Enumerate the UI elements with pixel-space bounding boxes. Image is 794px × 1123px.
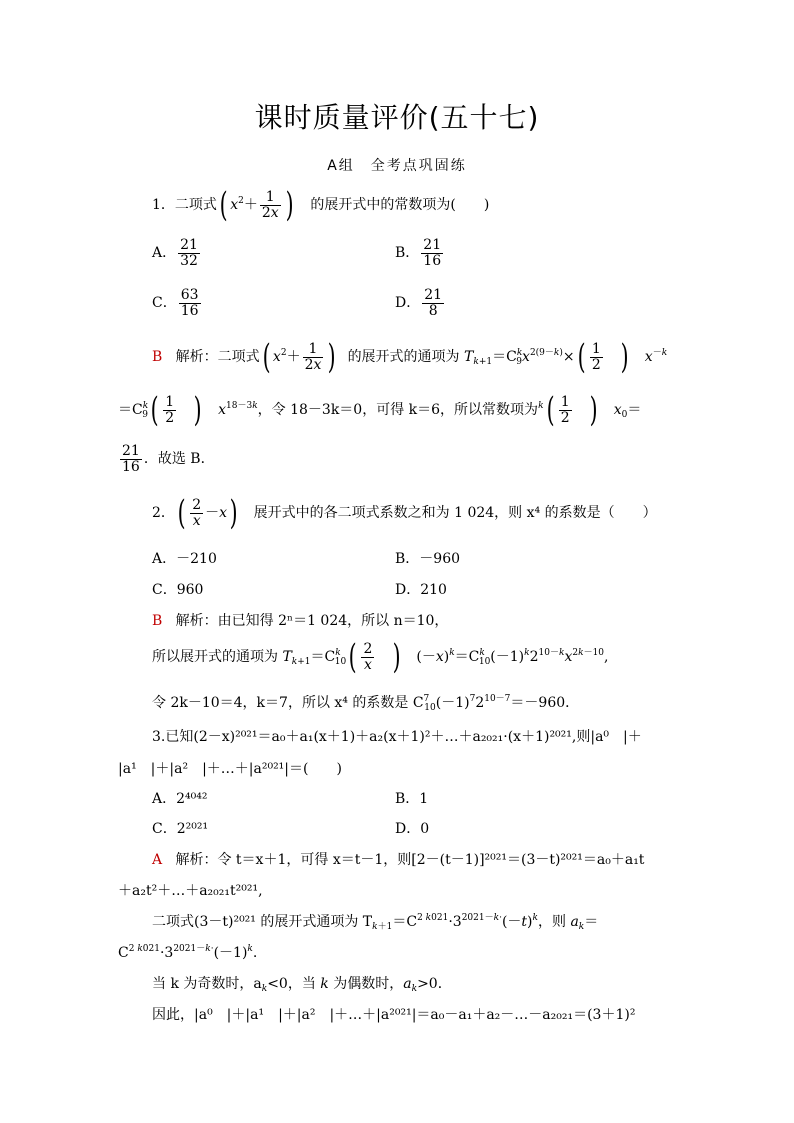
q1-option-b[interactable]: B． $\frac{21}{16}$	[395, 237, 442, 269]
q1-solution-line-2: $=C^k_9$( $\frac{1}{2}$ ) $x^{18-3k}$，令 18－3k＝0，可得 k＝6，所以常数项为$^k$( $\frac{1}{2}$ ) $x_0=$	[118, 390, 642, 430]
q3-option-d[interactable]: D．0	[395, 821, 430, 837]
q2-option-a[interactable]: A．－210	[152, 551, 217, 567]
question-2-stem: 2．( $\frac{2}{x}$ －x) 展开式中的各二项式系数之和为 1 024，则 x⁴ 的系数是（ ）	[152, 493, 657, 533]
q1-option-c[interactable]: C． $\frac{63}{16}$	[152, 287, 199, 319]
q1-answer: B	[152, 349, 163, 365]
q3-option-a[interactable]: A．2⁴⁰⁴²	[152, 791, 208, 807]
q2-option-c[interactable]: C．960	[152, 582, 204, 598]
q3-answer: A	[152, 852, 163, 868]
q1-solution-line-3: $\frac{21}{16}$ ．故选 B．	[122, 443, 215, 475]
q3-solution-line-4: $C^{2 k021}\cdot 3^{2021-k\cdot}(-1)^k$.	[118, 944, 258, 961]
q3-solution-line-6: 因此，|a⁰ |＋|a¹ |＋|a² |＋…＋|a²⁰²¹|＝a₀－a₁＋a₂－…－a₂₀₂₁＝(3＋1)²	[152, 1007, 636, 1023]
q3-option-b[interactable]: B．1	[395, 791, 429, 807]
q3-solution-line-1: A 解析：令 t＝x＋1，可得 x＝t－1，则[2－(t－1)]²⁰²¹＝(3－t)²⁰²¹＝a₀＋a₁t	[152, 852, 645, 868]
page-title: 课时质量评价(五十七)	[254, 101, 540, 134]
q1-solution-line-1: B 解析：二项式( $x^2+$ $\frac{1}{2x}$ ) 的展开式的通项为 $T_{k+1}=C^k_9x^{2(9-k)}\times$( $\frac{1}{2}$ ) $x^{-k}$	[152, 337, 668, 377]
q2-solution-line-3: 令 2k－10＝4，k＝7，所以 x⁴ 的系数是 $C^7_{10}(-1)^72^{10-7}=-960$．	[152, 694, 580, 713]
q2-solution-line-1: B 解析：由已知得 2ⁿ＝1 024，所以 n＝10，	[152, 613, 449, 629]
question-3-stem-line-1: 3.已知(2－x)²⁰²¹＝a₀＋a₁(x＋1)＋a₂(x＋1)²＋…＋a₂₀₂₁·(x＋1)²⁰²¹,则|a⁰ |＋	[152, 729, 642, 745]
q2-option-d[interactable]: D．210	[395, 582, 447, 598]
q3-solution-line-3: 二项式(3－t)²⁰²¹ 的展开式通项为 $T_{k+1}=C^{2 k021}\cdot 3^{2021-k\cdot}(-t)^k$，则 $a_k=$	[152, 913, 599, 932]
q2-option-b[interactable]: B．－960	[395, 551, 461, 567]
q1-option-a[interactable]: A． $\frac{21}{32}$	[152, 237, 198, 269]
q2-solution-line-2: 所以展开式的通项为 $T_{k+1}=C^k_{10}$( $\frac{2}{x}$ ) $(-x)^k=C^k_{10}(-1)^k2^{10-k}x^{2k-10}$,	[152, 637, 609, 677]
q2-answer: B	[152, 613, 163, 629]
question-3-stem-line-2: |a¹ |＋|a² |＋…＋|a²⁰²¹|＝( )	[118, 761, 342, 777]
q3-solution-line-2: ＋a₂t²＋…＋a₂₀₂₁t²⁰²¹,	[118, 883, 263, 899]
question-1-stem: 1．二项式( $x^2+$ $\frac{1}{2x}$ ) 的展开式中的常数项为( )	[152, 185, 490, 225]
q1-option-d[interactable]: D． $\frac{21}{8}$	[395, 287, 443, 319]
q3-solution-line-5: 当 k 为奇数时，$a_k<0$，当 k 为偶数时，$a_k>0$．	[152, 976, 452, 994]
section-subtitle: A组 全考点巩固练	[327, 158, 467, 174]
q3-option-c[interactable]: C．2²⁰²¹	[152, 821, 209, 837]
